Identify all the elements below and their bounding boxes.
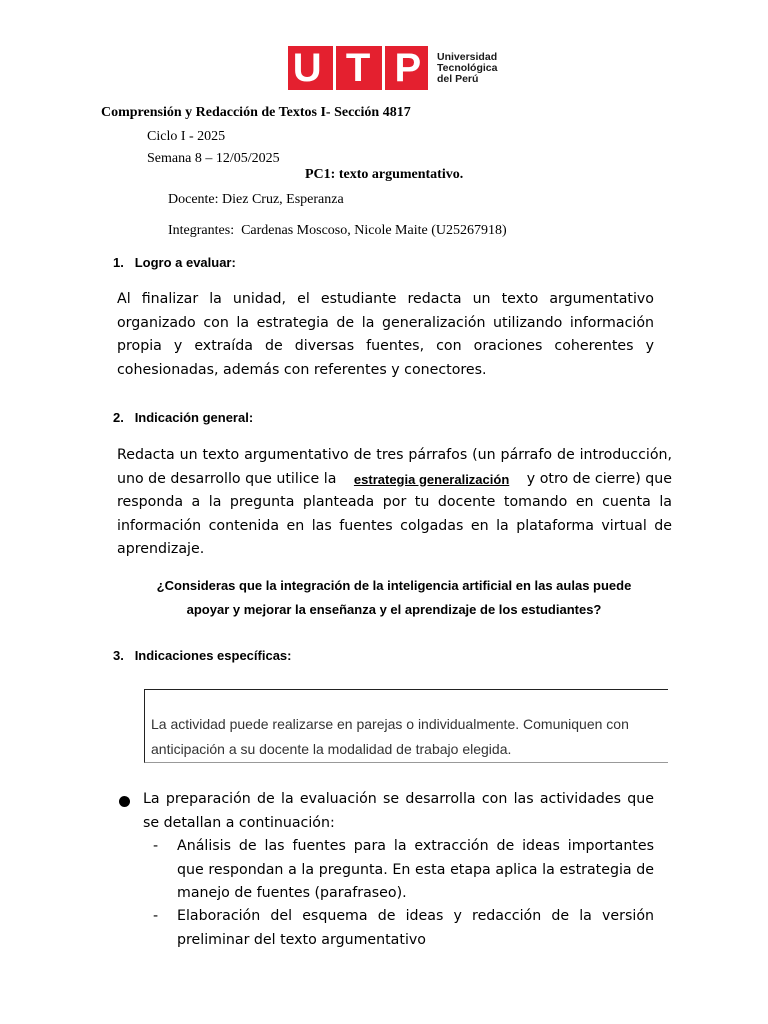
section-2-paragraph xyxy=(117,444,672,562)
bullet-line: se detallan a continuación: xyxy=(143,814,335,831)
paragraph-line: información contenida en las fuentes colgadas en la plataforma virtual de xyxy=(117,517,672,534)
line-text: uno de desarrollo que utilice la xyxy=(117,470,337,487)
sub-item-line: que respondan a la pregunta. En esta etapa aplica la estrategia de xyxy=(177,861,654,878)
logo-line-2: Tecnológica xyxy=(437,61,498,74)
paragraph-line: Al finalizar la unidad, el estudiante redacta un texto argumentativo xyxy=(117,291,654,307)
section-2-title: Indicación general: xyxy=(134,410,254,425)
activity-note-box xyxy=(144,689,668,763)
course-title: Comprensión y Redacción de Textos I- Sección 4817 xyxy=(101,105,411,120)
sub-item-1 xyxy=(177,835,654,906)
logo-letter-p: P xyxy=(394,45,424,90)
members-label: Integrantes: xyxy=(168,223,235,238)
paragraph-line: aprendizaje. xyxy=(117,541,205,557)
section-1-number: 1. xyxy=(113,255,124,270)
paragraph-line: cohesionadas, además con referentes y conectores. xyxy=(117,361,487,378)
dash-marker: - xyxy=(153,908,159,924)
teacher-line xyxy=(168,192,344,208)
question-line: ¿Consideras que la integración de la inteligencia artificial en las aulas puede xyxy=(156,578,632,593)
logo-letter-t: T xyxy=(345,45,373,90)
sub-item-2 xyxy=(177,905,654,952)
section-1-title: Logro a evaluar: xyxy=(134,255,236,270)
logo-wordmark xyxy=(437,52,497,85)
utp-logo xyxy=(288,46,497,90)
strategy-link[interactable]: estrategia generalización xyxy=(353,471,510,487)
bullet-item xyxy=(143,788,654,835)
dash-marker: - xyxy=(153,838,159,854)
question-line: apoyar y mejorar la enseñanza y el aprendizaje de los estudiantes? xyxy=(186,602,602,617)
guiding-question xyxy=(120,574,668,622)
week-text: Semana 8 – 12/05/2025 xyxy=(147,151,280,166)
paragraph-line: Redacta un texto argumentativo de tres párrafos (un párrafo de introducción, xyxy=(117,447,672,463)
paragraph-line: responda a la pregunta planteada por tu docente tomando en cuenta la xyxy=(117,494,672,510)
paragraph-line: propia y extraída de diversas fuentes, con oraciones coherentes y xyxy=(117,338,654,354)
section-2-heading xyxy=(113,410,253,425)
section-2-number: 2. xyxy=(113,410,124,425)
section-1-paragraph xyxy=(117,288,654,382)
note-line: anticipación a su docente la modalidad de trabajo elegida. xyxy=(151,741,512,757)
note-line: La actividad puede realizarse en parejas o individualmente. Comuniquen con xyxy=(151,716,629,732)
logo-line-1: Universidad xyxy=(437,50,498,63)
paragraph-line: organizado con la estrategia de la generalización utilizando información xyxy=(117,314,654,331)
cycle-text: Ciclo I - 2025 xyxy=(147,129,226,144)
utp-logo-mark xyxy=(288,46,428,90)
logo-separator xyxy=(382,46,385,90)
bullet-icon xyxy=(119,796,130,807)
sub-item-line: Análisis de las fuentes para la extracción de ideas importantes xyxy=(177,838,654,854)
section-3-heading xyxy=(113,648,291,663)
logo-separator xyxy=(333,46,336,90)
sub-item-line: Elaboración del esquema de ideas y redacción de la versión xyxy=(177,908,654,924)
page-title: PC1: texto argumentativo. xyxy=(305,167,464,182)
section-3-number: 3. xyxy=(113,648,124,663)
teacher-label: Docente: xyxy=(168,192,219,207)
bullet-line: La preparación de la evaluación se desarrolla con las actividades que xyxy=(143,791,654,807)
section-3-title: Indicaciones específicas: xyxy=(134,648,292,663)
line-text: y otro de cierre) que xyxy=(526,470,672,487)
members-names: Cardenas Moscoso, Nicole Maite (U25267918) xyxy=(241,223,507,238)
logo-letter-u: U xyxy=(292,45,324,90)
teacher-name: Diez Cruz, Esperanza xyxy=(222,192,344,207)
sub-item-line: manejo de fuentes (parafraseo). xyxy=(177,885,407,901)
logo-line-3: del Perú xyxy=(437,72,479,85)
sub-item-line: preliminar del texto argumentativo xyxy=(177,931,426,948)
section-1-heading xyxy=(113,255,236,270)
paragraph-line xyxy=(117,468,672,492)
members-line xyxy=(168,223,507,239)
